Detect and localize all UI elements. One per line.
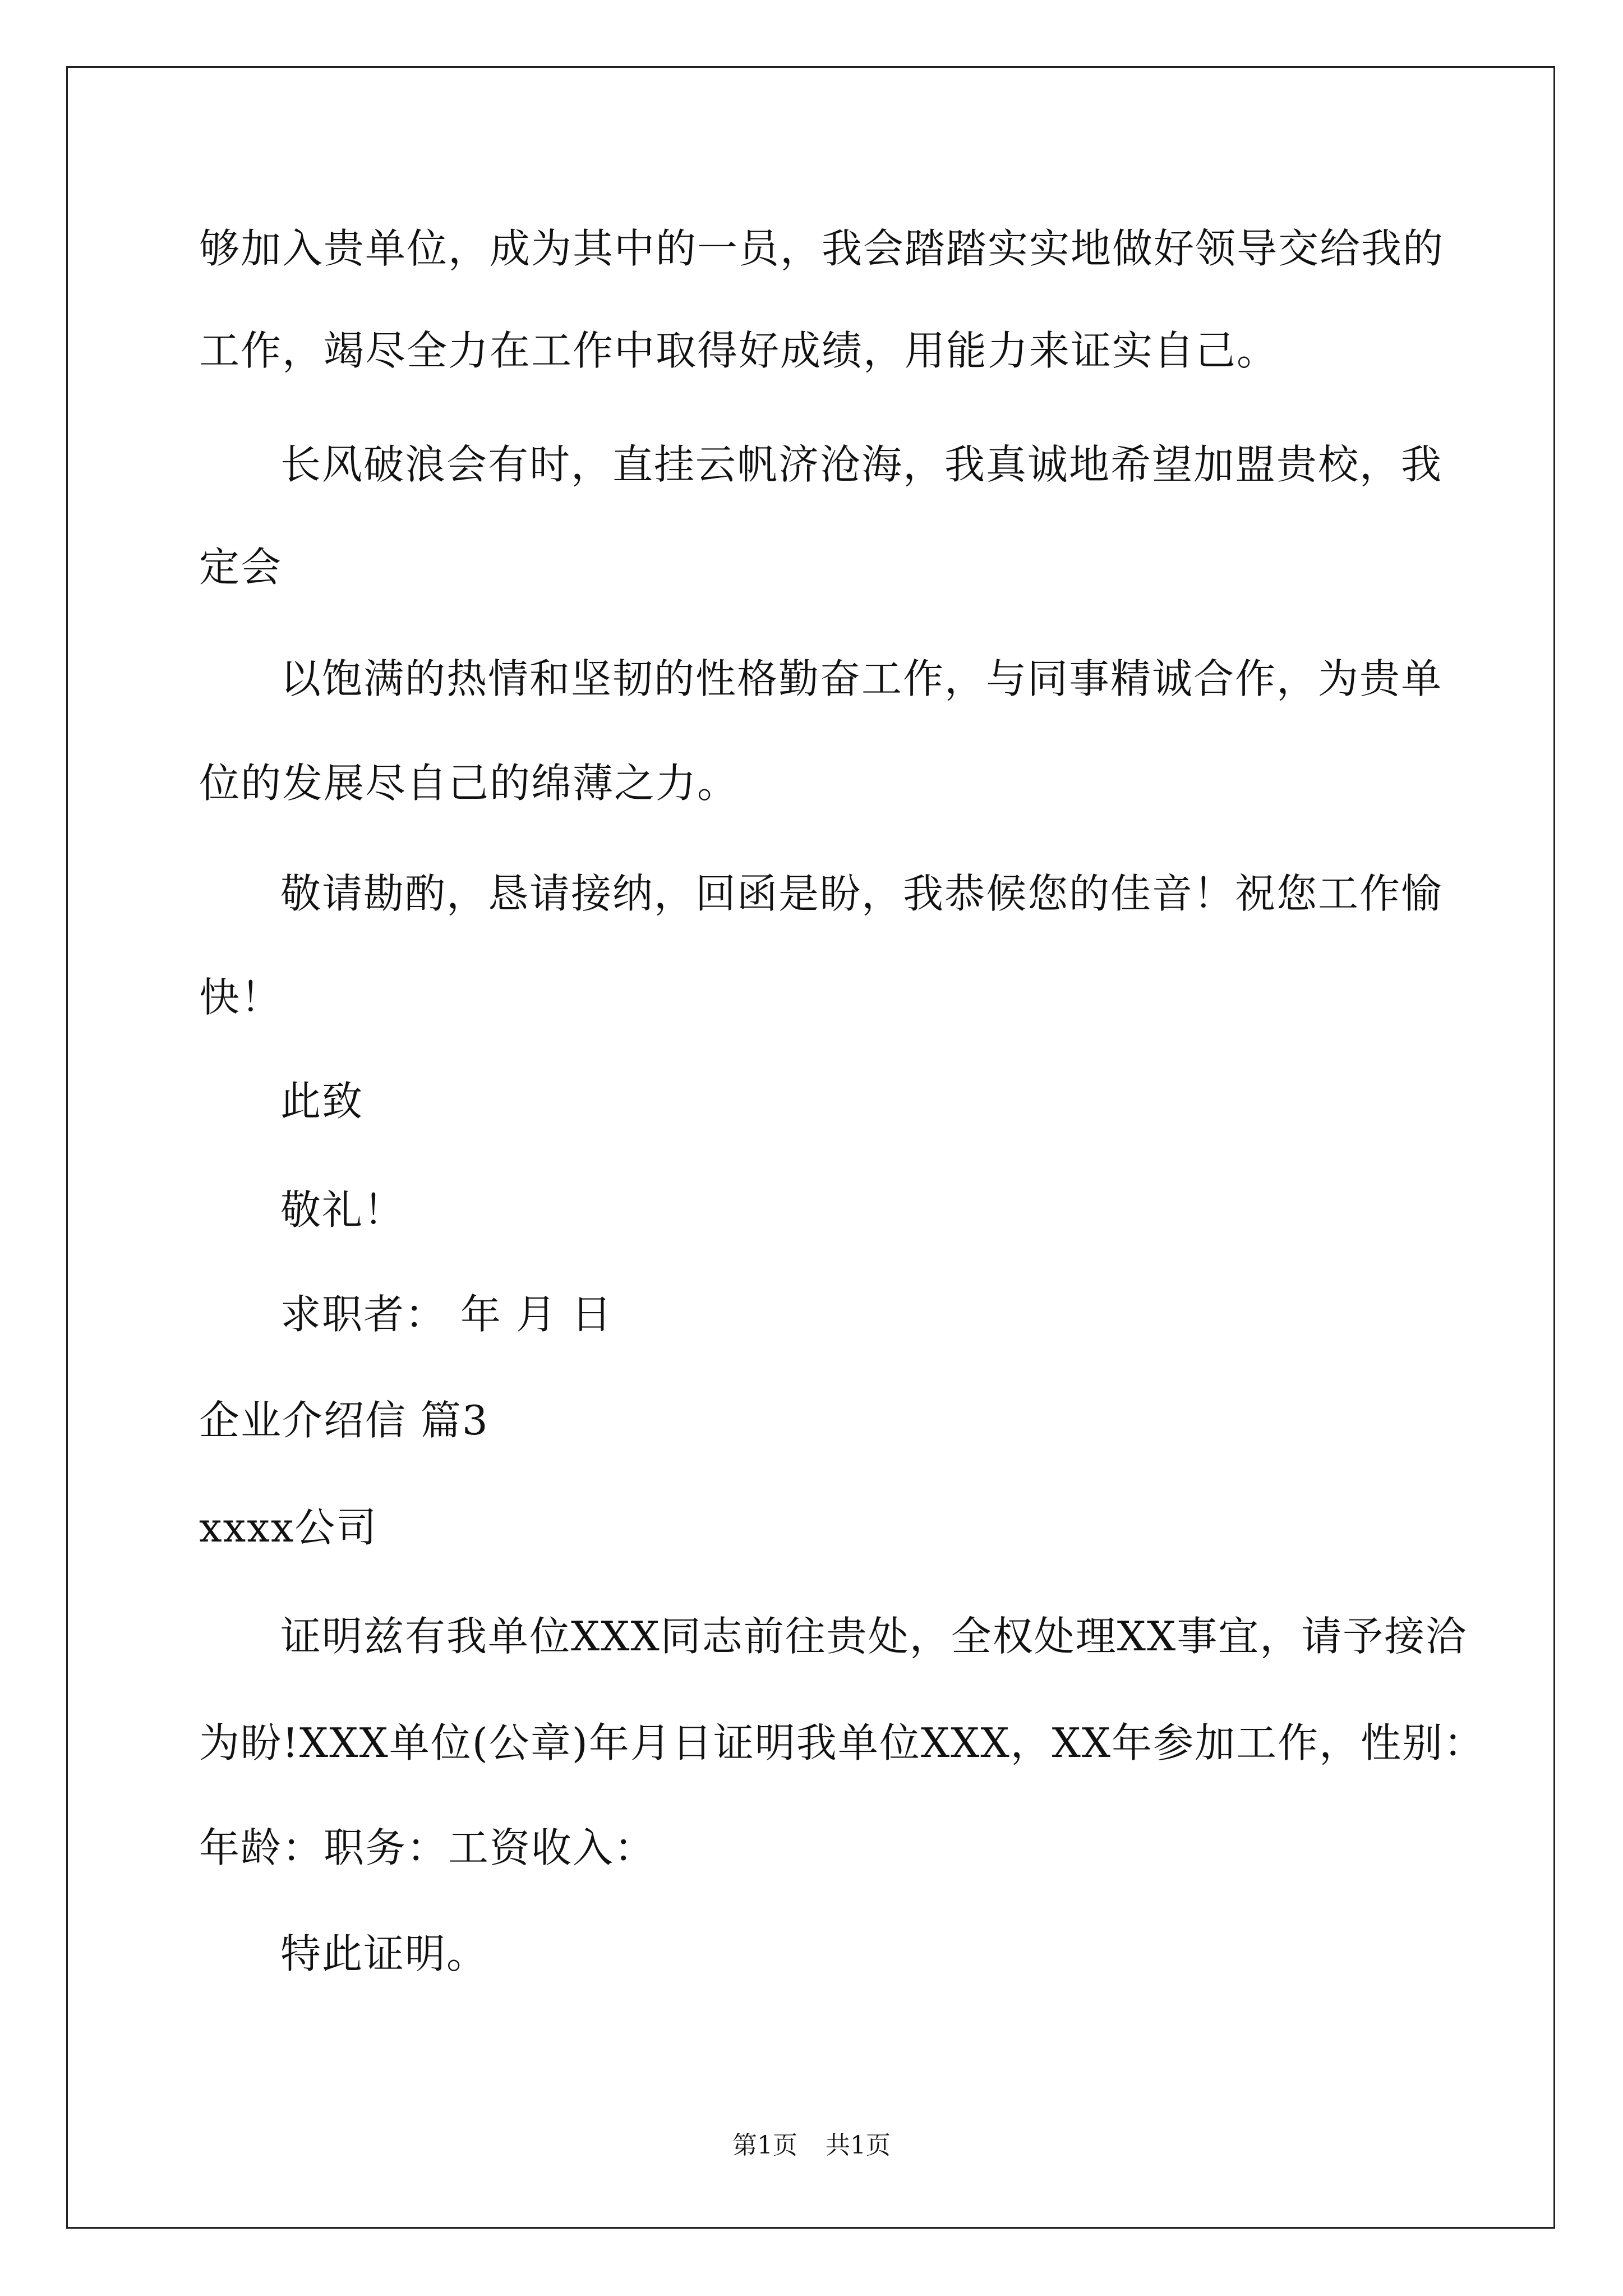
- page-border: [66, 66, 1555, 2229]
- signature-line: 求职者： 年 月 日: [280, 1291, 613, 1338]
- text-line: 证明兹有我单位XXX同志前往贵处，全权处理XX事宜，请予接洽: [280, 1613, 1468, 1660]
- text-line: 敬请勘酌，恳请接纳，回函是盼，我恭候您的佳音！祝您工作愉: [280, 870, 1443, 917]
- text-line: 为盼!XXX单位(公章)年月日证明我单位XXX，XX年参加工作，性别：: [199, 1719, 1486, 1766]
- text-line: 位的发展尽自己的绵薄之力。: [199, 760, 739, 807]
- text-line: 特此证明。: [280, 1930, 488, 1977]
- section-heading: 企业介绍信 篇3: [199, 1397, 489, 1444]
- page-number-total: 共1页: [826, 2131, 891, 2160]
- text-line: 长风破浪会有时，直挂云帆济沧海，我真诚地希望加盟贵校，我: [280, 441, 1443, 488]
- text-line: 定会: [199, 544, 283, 591]
- recipient: xxxx公司: [199, 1504, 378, 1551]
- closing: 敬礼！: [280, 1186, 405, 1234]
- salutation: 此致: [280, 1078, 364, 1125]
- page-footer: [0, 2129, 1623, 2162]
- text-line: 以饱满的热情和坚韧的性格勤奋工作，与同事精诚合作，为贵单: [280, 655, 1443, 702]
- text-line: 够加入贵单位，成为其中的一员，我会踏踏实实地做好领导交给我的: [199, 225, 1445, 272]
- text-line: 工作，竭尽全力在工作中取得好成绩，用能力来证实自己。: [199, 327, 1279, 374]
- page-number-current: 第1页: [732, 2131, 797, 2160]
- text-line: 快！: [199, 974, 283, 1021]
- text-line: 年龄：职务：工资收入：: [199, 1824, 656, 1871]
